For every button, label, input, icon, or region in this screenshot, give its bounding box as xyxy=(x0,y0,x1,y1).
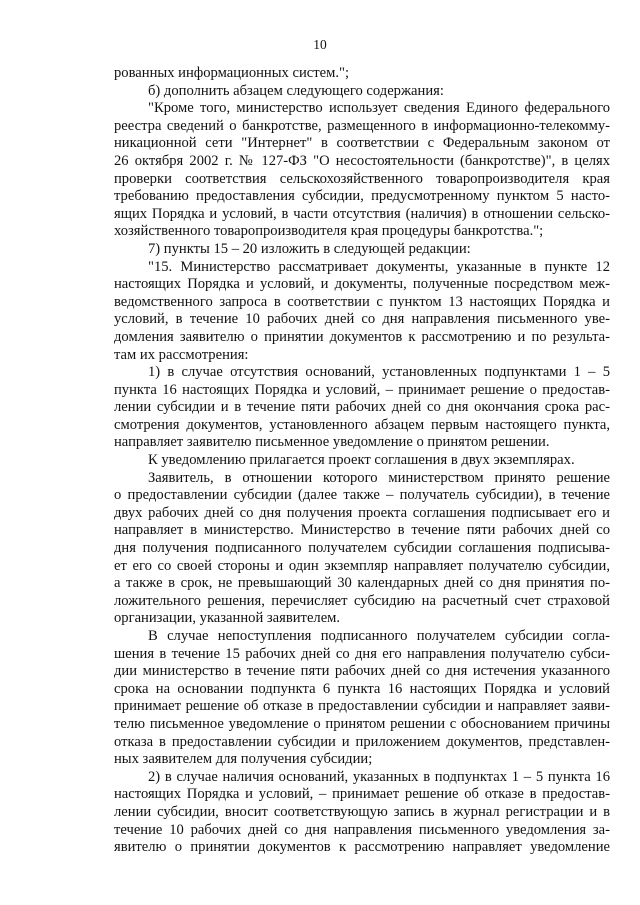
text-line: требованию предоставления субсидии, предусмотренному пунктом 5 насто- xyxy=(114,188,610,205)
text-line: двух рабочих дней со дня получения проекта соглашения подписывает его и xyxy=(114,504,610,521)
text-line: срока на основании подпункта 6 пункта 16 настоящих Порядка и условий xyxy=(114,680,610,697)
text-line: К уведомлению прилагается проект соглашения в двух экземплярах. xyxy=(148,452,575,469)
text-line: смотрения документов, установленного абзацем первым настоящего пункта, xyxy=(114,416,610,433)
text-line: 7) пункты 15 – 20 изложить в следующей редакции: xyxy=(148,240,471,257)
text-line: направляет в министерство. Министерство в течение пяти рабочих дней со xyxy=(114,522,610,539)
text-line: хозяйственного товаропроизводителя края процедуры банкротства."; xyxy=(114,223,544,240)
text-line: там их рассмотрения: xyxy=(114,346,249,363)
text-line: "15. Министерство рассматривает документы, указанные в пункте 12 xyxy=(148,258,610,275)
text-line: а также в срок, не превышающий 30 календарных дней со дня принятия по- xyxy=(114,575,610,592)
text-line: условий, в течение 10 рабочих дней со дня направления письменного уве- xyxy=(114,311,610,328)
text-line: лении субсидии и в течение пяти рабочих дней со дня окончания срока рас- xyxy=(114,399,610,416)
text-line: никационной сети "Интернет" в соответствии с Федеральным законом от xyxy=(114,135,610,152)
text-line: пункта 16 настоящих Порядка и условий, – принимает решение о предостав- xyxy=(114,381,610,398)
text-line: организации, указанной заявителем. xyxy=(114,610,341,627)
text-line: 2) в случае наличия оснований, указанных в подпунктах 1 – 5 пункта 16 xyxy=(148,768,610,785)
text-line: 1) в случае отсутствия оснований, установленных подпунктами 1 – 5 xyxy=(148,364,610,381)
text-line: о предоставлении субсидии (далее также – получатель субсидии), в течение xyxy=(114,487,610,504)
text-line: б) дополнить абзацем следующего содержания: xyxy=(148,82,444,99)
text-line: 26 октября 2002 г. № 127-ФЗ "О несостоятельности (банкротстве)", в целях xyxy=(114,152,610,169)
text-line: дня получения подписанного получателем субсидии соглашения подписыва- xyxy=(114,540,610,557)
text-line: ет его со своей стороны и один экземпляр направляет получателю субсидии, xyxy=(114,557,610,574)
text-line: направляет заявителю письменное уведомление о принятом решении. xyxy=(114,434,550,451)
text-line: шения в течение 15 рабочих дней со дня его направления получателю субси- xyxy=(114,645,610,662)
text-line: проверки соответствия сельскохозяйственного товаропроизводителя края xyxy=(114,170,610,187)
text-line: "Кроме того, министерство использует сведения Единого федерального xyxy=(148,100,610,117)
text-line: явителю о принятии документов к рассмотрению направляет уведомление xyxy=(114,839,610,856)
text-line: дии министерство в течение пяти рабочих дней со дня истечения указанного xyxy=(114,663,610,680)
text-line: ных заявителем для получения субсидии; xyxy=(114,751,373,768)
text-line: отказа в предоставлении субсидии и приложением документов, представлен- xyxy=(114,733,610,750)
text-line: Заявитель, в отношении которого министерством принято решение xyxy=(148,469,610,486)
text-line: ведомственного запроса в соответствии с пунктом 13 настоящих Порядка и xyxy=(114,293,610,310)
text-line: рованных информационных систем."; xyxy=(114,65,350,81)
text-line: реестра сведений о банкротстве, размещенного в информационно-телекомму- xyxy=(114,117,610,134)
page-number: 10 xyxy=(313,37,327,52)
text-line: ящих Порядка и условий, в части отсутствия (наличия) в отношении сельско- xyxy=(114,205,610,222)
text-line: В случае непоступления подписанного получателем субсидии согла- xyxy=(148,628,610,644)
text-line: лении субсидии, вносит соответствующую запись в журнал регистрации и в xyxy=(114,803,610,820)
text-line: принимает решение об отказе в предоставлении субсидии и направляет заяви- xyxy=(114,698,610,715)
text-line: течение 10 рабочих дней со дня направления письменного уведомления за- xyxy=(114,821,610,838)
text-line: настоящих Порядка и условий, и документы, полученные посредством меж- xyxy=(114,276,610,293)
text-line: домления заявителю о принятии документов к рассмотрению и по результа- xyxy=(114,328,610,345)
text-line: телю письменное уведомление о принятом решении с обоснованием причины xyxy=(114,715,610,732)
text-line: ложительного решения, перечисляет субсидию на расчетный счет страховой xyxy=(114,592,610,609)
text-line: настоящих Порядка и условий, – принимает решение об отказе в предостав- xyxy=(114,786,610,803)
document-body xyxy=(114,65,610,857)
